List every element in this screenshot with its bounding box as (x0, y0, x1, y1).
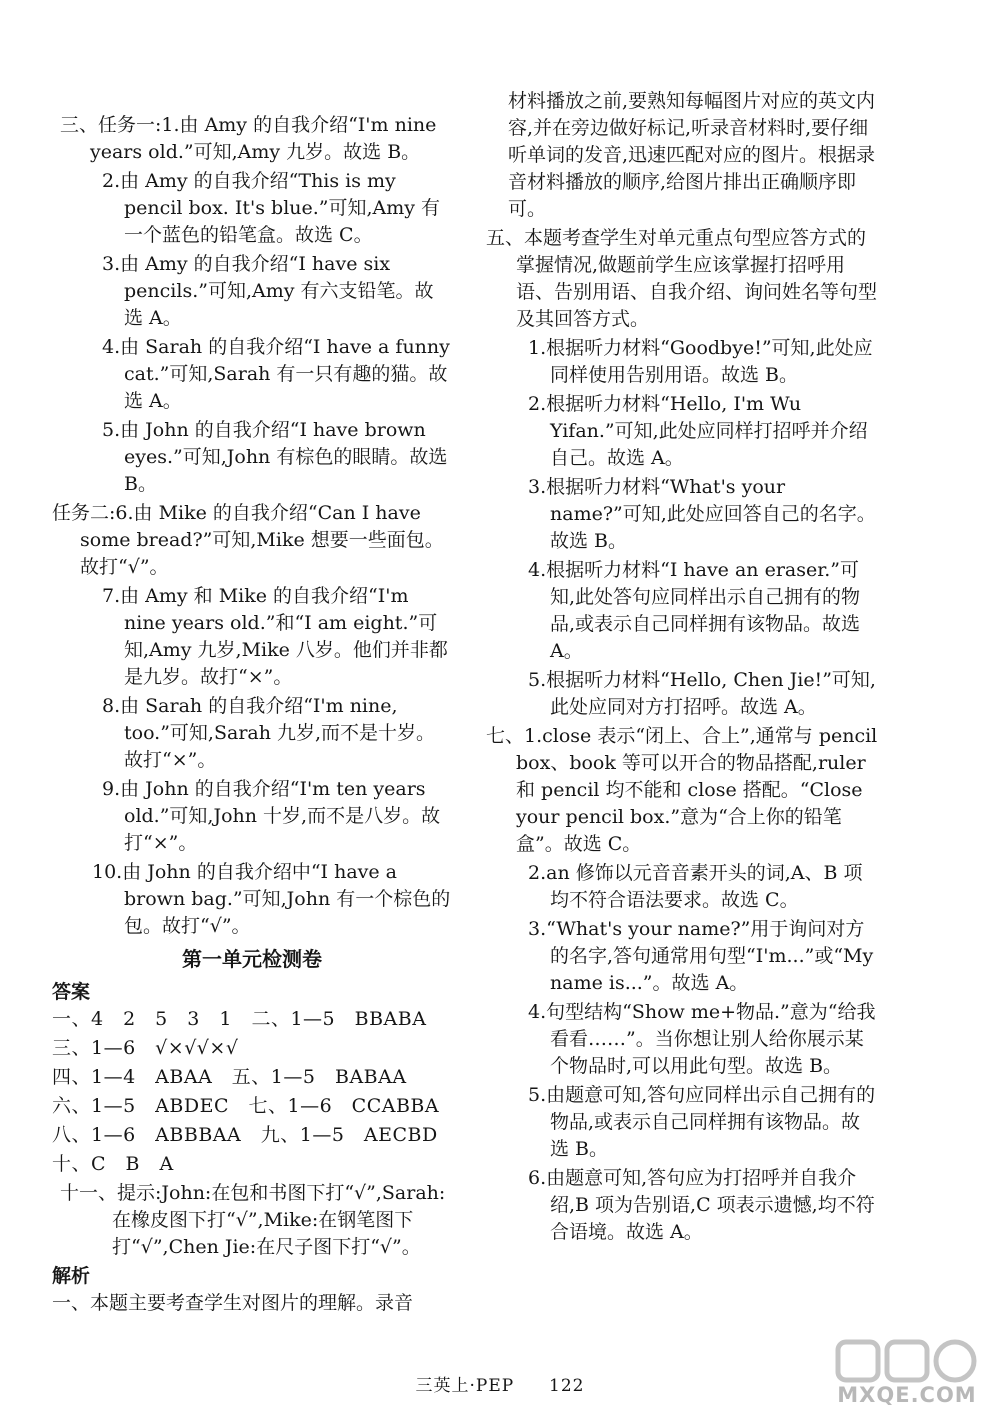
explanation-item: 五、本题考查学生对单元重点句型应答方式的掌握情况,做题前学生应该掌握打招呼用语、告别用语、自我介绍、询问姓名等句型及其回答方式。 (486, 227, 878, 330)
explanation-item: 3.由 Amy 的自我介绍“I have six pencils.”可知,Amy 有六支铅笔。故选 A。 (102, 253, 434, 329)
answer-row: 三、1—6 √×√√×√ (52, 1037, 239, 1059)
explanation-item: 10.由 John 的自我介绍中“I have a brown bag.”可知,John 有一个棕色的包。故打“√”。 (92, 861, 451, 937)
right-explanations (478, 88, 878, 1246)
answer-11: 十一、提示:John:在包和书图下打“√”,Sarah:在橡皮图下打“√”,Mike:在钢笔图下打“√”,Chen Jie:在尺子图下打“√”。 (60, 1182, 446, 1258)
explanation-item: 8.由 Sarah 的自我介绍“I'm nine, too.”可知,Sarah 九岁,而不是十岁。故打“×”。 (102, 695, 436, 771)
explanation-item: 2.根据听力材料“Hello, I'm Wu Yifan.”可知,此处应同样打招呼并介绍自己。故选 A。 (528, 393, 868, 469)
explanation-item: 3.根据听力材料“What's your name?”可知,此处应回答自己的名字。故选 B。 (528, 476, 876, 552)
answer-row: 六、1—5 ABDEC 七、1—6 CCABBA (52, 1095, 440, 1117)
explanation-item: 4.由 Sarah 的自我介绍“I have a funny cat.”可知,Sarah 有一只有趣的猫。故选 A。 (102, 336, 450, 412)
answers-heading: 答案 (52, 981, 91, 1003)
section-title: 第一单元检测卷 (182, 947, 322, 971)
explanation-item: 6.由题意可知,答句应为打招呼并自我介绍,B 项为告别语,C 项表示遗憾,均不符合语境。故选 A。 (528, 1167, 875, 1243)
explanation-item: 任务二:6.由 Mike 的自我介绍“Can I have some bread?”可知,Mike 想要一些面包。故打“√”。 (52, 502, 444, 578)
analysis-1-start: 一、本题主要考查学生对图片的理解。录音 (52, 1292, 414, 1314)
explanation-item: 三、任务一:1.由 Amy 的自我介绍“I'm nine years old.”可知,Amy 九岁。故选 B。 (60, 114, 437, 163)
right-column (478, 88, 878, 1248)
explanation-item: 3.“What's your name?”用于询问对方的名字,答句通常用句型“I'm...”或“My name is...”。故选 A。 (528, 918, 874, 994)
explanation-item: 5.由 John 的自我介绍“I have brown eyes.”可知,John 有棕色的眼睛。故选 B。 (102, 419, 448, 495)
explanation-item: 材料播放之前,要熟知每幅图片对应的英文内容,并在旁边做好标记,听录音材料时,要仔细听单词的发音,迅速匹配对应的图片。根据录音材料播放的顺序,给图片排出正确顺序即可。 (508, 90, 876, 220)
explanation-item: 1.根据听力材料“Goodbye!”可知,此处应同样使用告别用语。故选 B。 (528, 337, 873, 386)
answer-list (52, 1006, 452, 1178)
answer-row: 八、1—6 ABBBAA 九、1—5 AECBD (52, 1124, 438, 1146)
answer-row: 十、C B A (52, 1153, 174, 1175)
explanation-item: 7.由 Amy 和 Mike 的自我介绍“I'm nine years old.”和“I am eight.”可知,Amy 九岁,Mike 八岁。他们并非都是九岁。故打“×”。 (102, 585, 448, 688)
unit3-explanations (52, 112, 452, 940)
answer-row: 四、1—4 ABAA 五、1—5 BABAA (52, 1066, 407, 1088)
explanation-item: 2.an 修饰以元音音素开头的词,A、B 项均不符合语法要求。故选 C。 (528, 862, 863, 911)
explanation-item: 4.根据听力材料“I have an eraser.”可知,此处答句应同样出示自己拥有的物品,或表示自己同样拥有该物品。故选 A。 (528, 559, 861, 662)
explanation-item: 5.根据听力材料“Hello, Chen Jie!”可知,此处应同对方打招呼。故选 A。 (528, 669, 876, 718)
explanation-item: 9.由 John 的自我介绍“I'm ten years old.”可知,John 十岁,而不是八岁。故打“×”。 (102, 778, 441, 854)
watermark (832, 1338, 982, 1410)
analysis-heading: 解析 (52, 1265, 91, 1287)
watermark-url: MXQE.COM (837, 1383, 977, 1407)
footer-label: 三英上·PEP (415, 1376, 515, 1396)
explanation-item: 5.由题意可知,答句应同样出示自己拥有的物品,或表示自己同样拥有该物品。故选 B。 (528, 1084, 876, 1160)
page-number: 122 (549, 1376, 585, 1396)
left-column (52, 112, 452, 1319)
explanation-item: 4.句型结构“Show me+物品.”意为“给我看看……”。当你想让别人给你展示某个物品时,可以用此句型。故选 B。 (528, 1001, 876, 1077)
explanation-item: 七、1.close 表示“闭上、合上”,通常与 pencil box、book 等可以开合的物品搭配,ruler 和 pencil 均不能和 close 搭配。“Close your pencil box.”意为“合上你的铅笔盒”。故选 C。 (486, 725, 878, 855)
answer-row: 一、4 2 5 3 1 二、1—5 BBABA (52, 1008, 427, 1030)
watermark-logo-icon (832, 1338, 982, 1386)
explanation-item: 2.由 Amy 的自我介绍“This is my pencil box. It's blue.”可知,Amy 有一个蓝色的铅笔盒。故选 C。 (102, 170, 441, 246)
